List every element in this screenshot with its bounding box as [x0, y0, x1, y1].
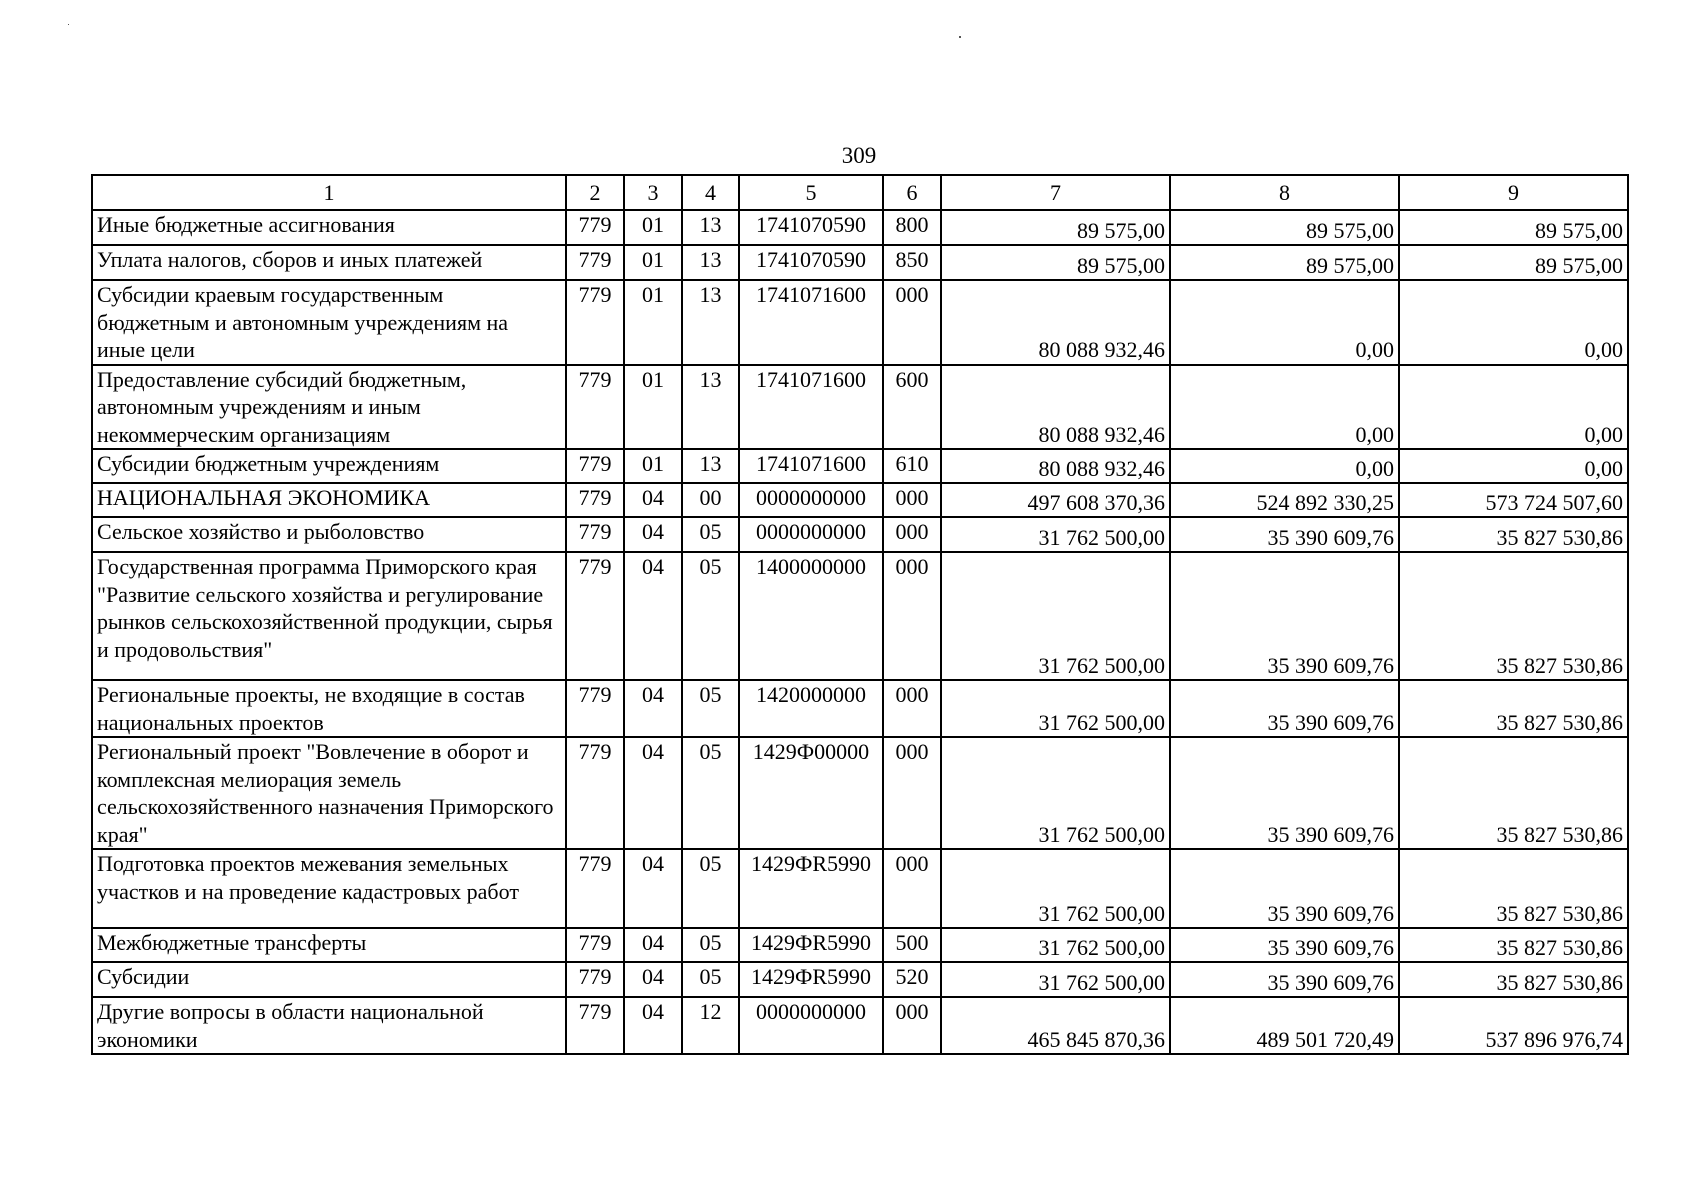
row-name: НАЦИОНАЛЬНАЯ ЭКОНОМИКА [92, 483, 566, 517]
column-header: 7 [941, 175, 1170, 210]
amount-col-7: 80 088 932,46 [941, 365, 1170, 450]
section-code-cell: 04 [624, 517, 682, 552]
subsection-code-cell: 00 [682, 483, 739, 517]
row-name: Иные бюджетные ассигнования [92, 210, 566, 245]
section-code-cell: 01 [624, 280, 682, 365]
target-item-cell: 0000000000 [739, 997, 883, 1054]
table-row [92, 552, 1628, 680]
column-header: 3 [624, 175, 682, 210]
expense-type-cell: 000 [883, 680, 941, 737]
row-name: Другие вопросы в области национальной экономики [92, 997, 566, 1054]
budget-code-cell: 779 [566, 280, 624, 365]
table-row [92, 997, 1628, 1054]
amount-col-8: 0,00 [1170, 365, 1399, 450]
subsection-code-cell: 12 [682, 997, 739, 1054]
amount-col-8: 35 390 609,76 [1170, 737, 1399, 849]
table-header-row [92, 175, 1628, 210]
target-item-cell: 1429ФR5990 [739, 849, 883, 928]
table-row [92, 210, 1628, 245]
expense-type-cell: 520 [883, 962, 941, 997]
target-item-cell: 1420000000 [739, 680, 883, 737]
budget-code-cell: 779 [566, 737, 624, 849]
table-row [92, 517, 1628, 552]
expense-type-cell: 000 [883, 483, 941, 517]
row-name: Подготовка проектов межевания земельных участков и на проведение кадастровых работ [92, 849, 566, 928]
amount-col-8: 35 390 609,76 [1170, 517, 1399, 552]
amount-col-7: 31 762 500,00 [941, 517, 1170, 552]
amount-col-7: 89 575,00 [941, 245, 1170, 280]
table-row [92, 737, 1628, 849]
amount-col-9: 35 827 530,86 [1399, 928, 1628, 962]
row-name: Уплата налогов, сборов и иных платежей [92, 245, 566, 280]
section-code-cell: 04 [624, 962, 682, 997]
amount-col-9: 89 575,00 [1399, 245, 1628, 280]
amount-col-7: 31 762 500,00 [941, 962, 1170, 997]
expense-type-cell: 000 [883, 737, 941, 849]
column-header: 2 [566, 175, 624, 210]
amount-col-7: 80 088 932,46 [941, 449, 1170, 483]
table-row [92, 962, 1628, 997]
budget-code-cell: 779 [566, 680, 624, 737]
table-row [92, 280, 1628, 365]
target-item-cell: 1429ФR5990 [739, 928, 883, 962]
budget-code-cell: 779 [566, 517, 624, 552]
expense-type-cell: 000 [883, 997, 941, 1054]
subsection-code-cell: 13 [682, 365, 739, 450]
section-code-cell: 01 [624, 365, 682, 450]
section-code-cell: 01 [624, 210, 682, 245]
expense-type-cell: 500 [883, 928, 941, 962]
target-item-cell: 0000000000 [739, 483, 883, 517]
budget-table [91, 174, 1629, 1055]
row-name: Субсидии бюджетным учреждениям [92, 449, 566, 483]
target-item-cell: 1429Ф00000 [739, 737, 883, 849]
table-row [92, 245, 1628, 280]
row-name: Субсидии [92, 962, 566, 997]
column-header: 8 [1170, 175, 1399, 210]
section-code-cell: 01 [624, 449, 682, 483]
section-code-cell: 01 [624, 245, 682, 280]
amount-col-8: 35 390 609,76 [1170, 552, 1399, 680]
section-code-cell: 04 [624, 483, 682, 517]
amount-col-8: 0,00 [1170, 280, 1399, 365]
budget-code-cell: 779 [566, 210, 624, 245]
amount-col-9: 35 827 530,86 [1399, 737, 1628, 849]
scan-speck [68, 24, 69, 25]
expense-type-cell: 610 [883, 449, 941, 483]
table-row [92, 928, 1628, 962]
expense-type-cell: 600 [883, 365, 941, 450]
amount-col-8: 89 575,00 [1170, 245, 1399, 280]
amount-col-9: 0,00 [1399, 449, 1628, 483]
section-code-cell: 04 [624, 680, 682, 737]
amount-col-9: 573 724 507,60 [1399, 483, 1628, 517]
table-body [92, 210, 1628, 1054]
budget-code-cell: 779 [566, 245, 624, 280]
amount-col-8: 89 575,00 [1170, 210, 1399, 245]
amount-col-7: 89 575,00 [941, 210, 1170, 245]
amount-col-9: 35 827 530,86 [1399, 680, 1628, 737]
section-code-cell: 04 [624, 552, 682, 680]
table-row [92, 365, 1628, 450]
amount-col-8: 524 892 330,25 [1170, 483, 1399, 517]
subsection-code-cell: 05 [682, 849, 739, 928]
row-name: Субсидии краевым государственным бюджетным и автономным учреждениям на иные цели [92, 280, 566, 365]
target-item-cell: 1741071600 [739, 449, 883, 483]
amount-col-7: 31 762 500,00 [941, 849, 1170, 928]
amount-col-9: 0,00 [1399, 365, 1628, 450]
amount-col-8: 35 390 609,76 [1170, 962, 1399, 997]
expense-type-cell: 000 [883, 849, 941, 928]
row-name: Предоставление субсидий бюджетным, автономным учреждениям и иным некоммерческим организациям [92, 365, 566, 450]
budget-code-cell: 779 [566, 449, 624, 483]
amount-col-7: 31 762 500,00 [941, 928, 1170, 962]
amount-col-7: 465 845 870,36 [941, 997, 1170, 1054]
column-header: 1 [92, 175, 566, 210]
row-name: Региональные проекты, не входящие в состав национальных проектов [92, 680, 566, 737]
amount-col-9: 35 827 530,86 [1399, 517, 1628, 552]
subsection-code-cell: 05 [682, 680, 739, 737]
subsection-code-cell: 13 [682, 245, 739, 280]
row-name: Межбюджетные трансферты [92, 928, 566, 962]
amount-col-7: 31 762 500,00 [941, 737, 1170, 849]
amount-col-8: 35 390 609,76 [1170, 928, 1399, 962]
amount-col-7: 31 762 500,00 [941, 680, 1170, 737]
subsection-code-cell: 05 [682, 517, 739, 552]
budget-code-cell: 779 [566, 849, 624, 928]
budget-code-cell: 779 [566, 483, 624, 517]
amount-col-9: 35 827 530,86 [1399, 962, 1628, 997]
subsection-code-cell: 05 [682, 552, 739, 680]
amount-col-9: 35 827 530,86 [1399, 849, 1628, 928]
amount-col-7: 80 088 932,46 [941, 280, 1170, 365]
expense-type-cell: 800 [883, 210, 941, 245]
section-code-cell: 04 [624, 997, 682, 1054]
target-item-cell: 1741071600 [739, 280, 883, 365]
subsection-code-cell: 05 [682, 962, 739, 997]
target-item-cell: 1741071600 [739, 365, 883, 450]
page-number: 309 [841, 143, 877, 168]
target-item-cell: 1741070590 [739, 245, 883, 280]
amount-col-9: 89 575,00 [1399, 210, 1628, 245]
budget-code-cell: 779 [566, 997, 624, 1054]
section-code-cell: 04 [624, 928, 682, 962]
amount-col-8: 489 501 720,49 [1170, 997, 1399, 1054]
budget-code-cell: 779 [566, 365, 624, 450]
subsection-code-cell: 05 [682, 928, 739, 962]
section-code-cell: 04 [624, 849, 682, 928]
amount-col-8: 35 390 609,76 [1170, 680, 1399, 737]
subsection-code-cell: 05 [682, 737, 739, 849]
column-header: 5 [739, 175, 883, 210]
subsection-code-cell: 13 [682, 210, 739, 245]
table-row [92, 849, 1628, 928]
target-item-cell: 1429ФR5990 [739, 962, 883, 997]
expense-type-cell: 850 [883, 245, 941, 280]
amount-col-8: 0,00 [1170, 449, 1399, 483]
amount-col-9: 35 827 530,86 [1399, 552, 1628, 680]
row-name: Сельское хозяйство и рыболовство [92, 517, 566, 552]
column-header: 4 [682, 175, 739, 210]
amount-col-7: 497 608 370,36 [941, 483, 1170, 517]
amount-col-7: 31 762 500,00 [941, 552, 1170, 680]
target-item-cell: 0000000000 [739, 517, 883, 552]
amount-col-9: 0,00 [1399, 280, 1628, 365]
target-item-cell: 1400000000 [739, 552, 883, 680]
scan-speck [959, 36, 961, 38]
budget-code-cell: 779 [566, 552, 624, 680]
expense-type-cell: 000 [883, 552, 941, 680]
subsection-code-cell: 13 [682, 449, 739, 483]
row-name: Региональный проект "Вовлечение в оборот и комплексная мелиорация земель сельскохозяйственного назначения Приморского края" [92, 737, 566, 849]
budget-code-cell: 779 [566, 962, 624, 997]
table-row [92, 483, 1628, 517]
row-name: Государственная программа Приморского края "Развитие сельского хозяйства и регулирование рынков сельскохозяйственной продукции, сырья и продовольствия" [92, 552, 566, 680]
target-item-cell: 1741070590 [739, 210, 883, 245]
amount-col-9: 537 896 976,74 [1399, 997, 1628, 1054]
expense-type-cell: 000 [883, 517, 941, 552]
subsection-code-cell: 13 [682, 280, 739, 365]
column-header: 9 [1399, 175, 1628, 210]
table-row [92, 449, 1628, 483]
expense-type-cell: 000 [883, 280, 941, 365]
budget-code-cell: 779 [566, 928, 624, 962]
column-header: 6 [883, 175, 941, 210]
section-code-cell: 04 [624, 737, 682, 849]
table-row [92, 680, 1628, 737]
amount-col-8: 35 390 609,76 [1170, 849, 1399, 928]
